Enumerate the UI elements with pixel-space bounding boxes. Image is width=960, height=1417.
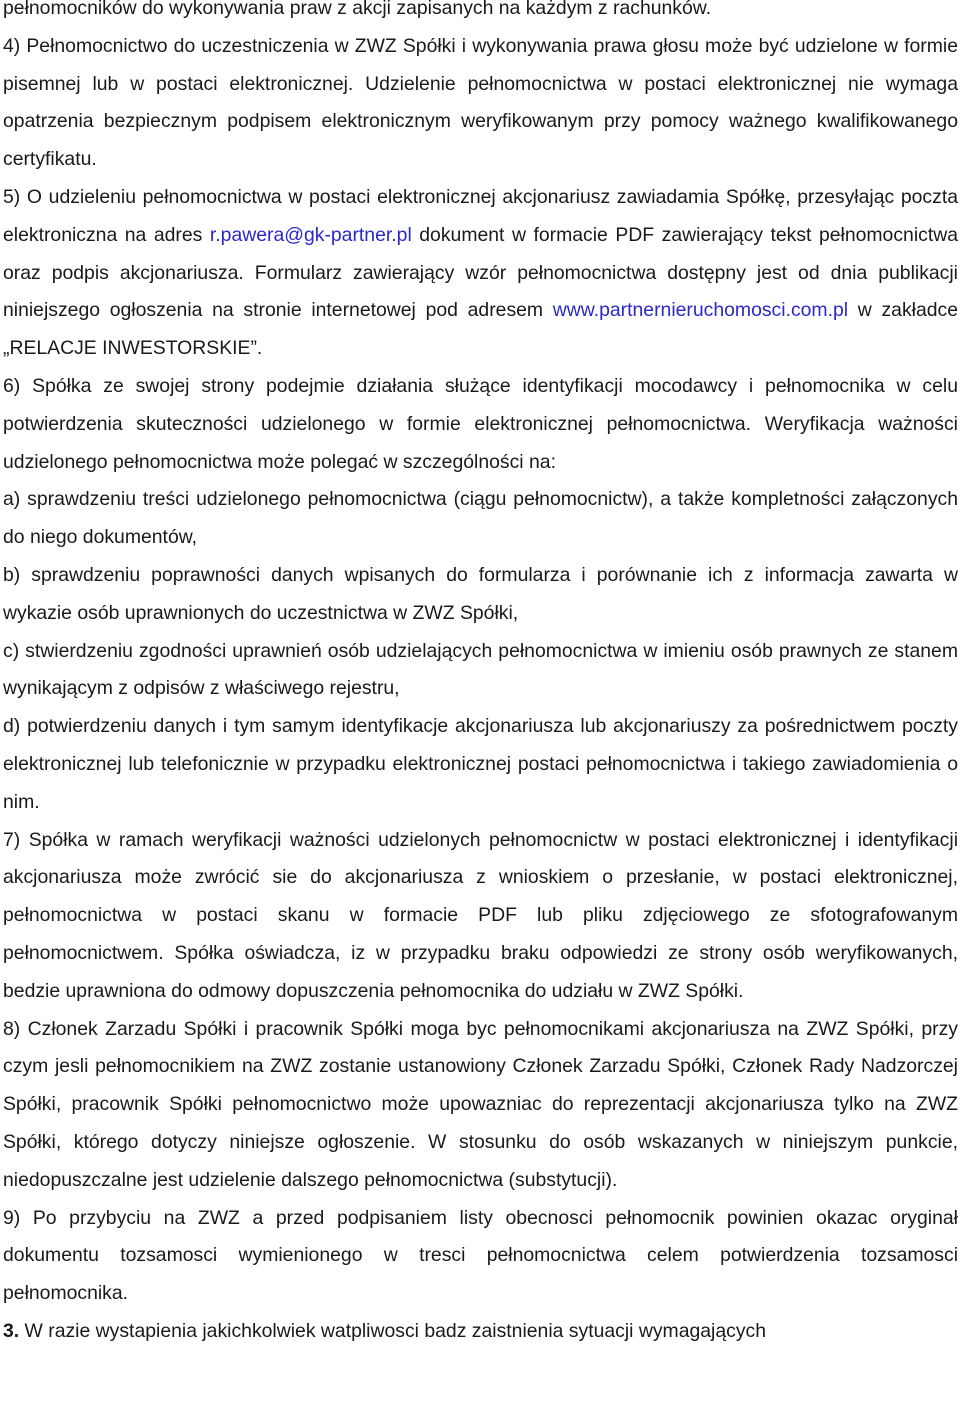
paragraph-7: 7) Spółka w ramach weryfikacji ważności udzielonych pełnomocnictw w postaci elektronicznej i identyfikacji akcjonariusza może zwrócić sie do akcjonariusza z wnioskiem o przesłanie, w postaci elektronicznej, pełnomocnictwa w postaci skanu w formacie PDF lub pliku zdjęciowego ze sfotografowanym pełnomocnictwem. Spółka oświadcza, iz w przypadku braku odpowiedzi ze strony osób weryfikowanych, bedzie uprawniona do odmowy dopuszczenia pełnomocnika do udziału w ZWZ Spółki. [3,828,958,1002]
paragraph-6d: d) potwierdzeniu danych i tym samym identyfikacje akcjonariusza lub akcjonariuszy za pośrednictwem poczty elektronicznej lub telefonicznie w przypadku elektronicznej postaci pełnomocnictwa i takiego zawiadomienia o nim. [3,715,958,813]
paragraph-5-text-1: 5) O udzieleniu pełnomocnictwa w postaci elektronicznej akcjonariusz zawiadamia Spółkę, przesyłając poczta elektroniczna na adres [3,185,958,246]
website-link[interactable]: www.partnernieruchomosci.com.pl [552,299,849,322]
paragraph-5-text-2: dokument w formacie PDF zawierający tekst pełnomocnictwa oraz podpis akcjonariusza. Formularz zawierający wzór pełnomocnictwa dostępny jest od dnia publikacji niniejszego ogłoszenia na stronie internetowej pod adresem [3,223,958,322]
paragraph-9: 9) Po przybyciu na ZWZ a przed podpisaniem listy obecnosci pełnomocnik powinien okazac oryginał dokumentu tozsamosci wymienionego w tresci pełnomocnictwa celem potwierdzenia tozsamosci pełnomocnika. [3,1206,958,1305]
paragraph-6c: c) stwierdzeniu zgodności uprawnień osób udzielających pełnomocnictwa w imieniu osób prawnych ze stanem wynikającym z odpisów z właściwego rejestru, [3,639,958,700]
paragraph-5 [3,179,958,368]
paragraph-6a: a) sprawdzeniu treści udzielonego pełnomocnictwa (ciągu pełnomocnictw), a także kompletności załączonych do niego dokumentów, [3,488,958,549]
paragraph-5-text-3: w zakładce „RELACJE INWESTORSKIE”. [3,299,959,360]
paragraph-intro: pełnomocników do wykonywania praw z akcji zapisanych na każdym z rachunków. [3,0,712,19]
section-number: 3. [3,1319,20,1342]
paragraph-3 [3,1313,958,1351]
paragraph-3-text: W razie wystapienia jakichkolwiek watpliwosci badz zaistnienia sytuacji wymagających [19,1319,767,1342]
paragraph-4: 4) Pełnomocnictwo do uczestniczenia w ZWZ Spółki i wykonywania prawa głosu może być udzielone w formie pisemnej lub w postaci elektronicznej. Udzielenie pełnomocnictwa w postaci elektronicznej nie wymaga opatrzenia bezpiecznym podpisem elektronicznym weryfikowanym przy pomocy ważnego kwalifikowanego certyfikatu. [3,34,958,171]
paragraph-6b: b) sprawdzeniu poprawności danych wpisanych do formularza i porównanie ich z informacja zawarta w wykazie osób uprawnionych do uczestnictwa w ZWZ Spółki, [3,563,958,624]
paragraph-6: 6) Spółka ze swojej strony podejmie działania służące identyfikacji mocodawcy i pełnomocnika w celu potwierdzenia skuteczności udzielonego w formie elektronicznej pełnomocnictwa. Weryfikacja ważności udzielonego pełnomocnictwa może polegać w szczególności na: [3,374,958,473]
paragraph-8: 8) Członek Zarzadu Spółki i pracownik Spółki moga byc pełnomocnikami akcjonariusza na ZWZ Spółki, przy czym jesli pełnomocnikiem na ZWZ zostanie ustanowiony Członek Zarzadu Spółki, Członek Rady Nadzorczej Spółki, pracownik Spółki pełnomocnictwo może upowazniac do reprezentacji akcjonariusza tylko na ZWZ Spółki, którego dotyczy niniejsze ogłoszenie. W stosunku do osób wskazanych w niniejszym punkcie, niedopuszczalne jest udzielenie dalszego pełnomocnictwa (substytucji). [3,1017,958,1191]
email-link[interactable]: r.pawera@gk-partner.pl [209,223,412,246]
